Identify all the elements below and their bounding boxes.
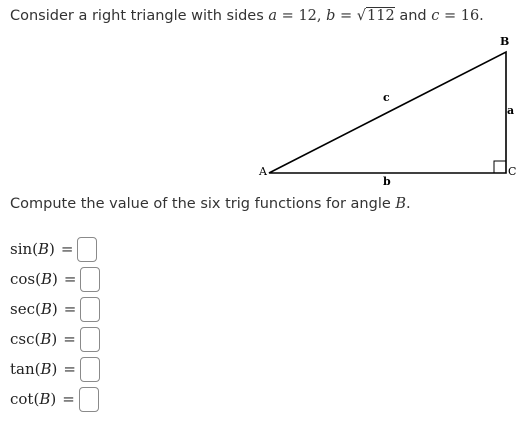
- side-a-symbol: a: [268, 8, 278, 24]
- equals-sign: =: [63, 330, 76, 348]
- side-c-symbol: c: [431, 8, 440, 24]
- side-c-value: 16: [460, 8, 480, 24]
- fn-arg: B: [41, 270, 53, 288]
- tan-answer-input[interactable]: [80, 357, 100, 382]
- answer-list: [10, 234, 100, 414]
- equals-sign: =: [62, 390, 75, 408]
- side-b-symbol: b: [326, 8, 336, 24]
- fn-arg: B: [40, 330, 52, 348]
- equals-sign: =: [63, 300, 77, 318]
- answer-row-csc: [10, 324, 100, 354]
- fn-name: tan: [10, 360, 35, 378]
- right-angle-marker: [494, 161, 506, 173]
- answer-row-sec: [10, 294, 100, 324]
- csc-label: csc(B): [10, 330, 58, 348]
- cos-label: cos(B): [10, 270, 58, 288]
- fn-arg: B: [38, 240, 50, 258]
- fn-name: csc: [10, 330, 35, 348]
- equals-sign: =: [60, 240, 74, 258]
- conjunction: and: [399, 8, 427, 24]
- equals-sign: =: [340, 8, 353, 24]
- cot-label: cot(B): [10, 390, 57, 408]
- side-a-label: a: [507, 104, 515, 117]
- equals-sign: =: [63, 270, 77, 288]
- problem-statement: [10, 8, 484, 24]
- side-c-label: c: [383, 91, 390, 104]
- answer-row-cos: [10, 264, 100, 294]
- right-triangle: [269, 52, 506, 173]
- side-a-value: 12: [298, 8, 317, 24]
- fn-name: sin: [10, 240, 33, 258]
- tan-label: tan(B): [10, 360, 58, 378]
- sqrt-symbol: √: [356, 8, 367, 24]
- equals-sign: =: [281, 8, 294, 24]
- fn-name: cos: [10, 270, 36, 288]
- answer-row-tan: [10, 354, 100, 384]
- period: .: [479, 8, 484, 24]
- csc-answer-input[interactable]: [80, 327, 100, 352]
- fn-arg: B: [39, 390, 51, 408]
- vertex-b-label: B: [500, 35, 510, 48]
- triangle-figure: [252, 30, 528, 190]
- vertex-c-label: C: [508, 165, 517, 178]
- answer-row-sin: [10, 234, 100, 264]
- fn-arg: B: [40, 360, 52, 378]
- side-b-radicand: 112: [367, 8, 395, 24]
- cot-answer-input[interactable]: [79, 387, 99, 412]
- cos-answer-input[interactable]: [80, 267, 100, 292]
- problem-intro: Consider a right triangle with sides: [10, 8, 264, 24]
- question-period: .: [406, 196, 411, 212]
- vertex-a-label: A: [259, 165, 267, 178]
- answer-row-cot: [10, 384, 100, 414]
- sqrt-expression: [357, 8, 395, 24]
- question-text: [10, 196, 411, 212]
- sec-answer-input[interactable]: [80, 297, 100, 322]
- side-b-label: b: [383, 175, 391, 188]
- equals-sign: =: [63, 360, 76, 378]
- fn-arg: B: [40, 300, 52, 318]
- question-body: Compute the value of the six trig functions for angle: [10, 196, 391, 212]
- comma: ,: [316, 8, 322, 24]
- question-angle: B: [395, 196, 407, 212]
- sin-label: sin(B): [10, 240, 55, 258]
- equals-sign: =: [443, 8, 457, 24]
- fn-name: cot: [10, 390, 34, 408]
- sin-answer-input[interactable]: [77, 237, 97, 262]
- fn-name: sec: [10, 300, 35, 318]
- sec-label: sec(B): [10, 300, 58, 318]
